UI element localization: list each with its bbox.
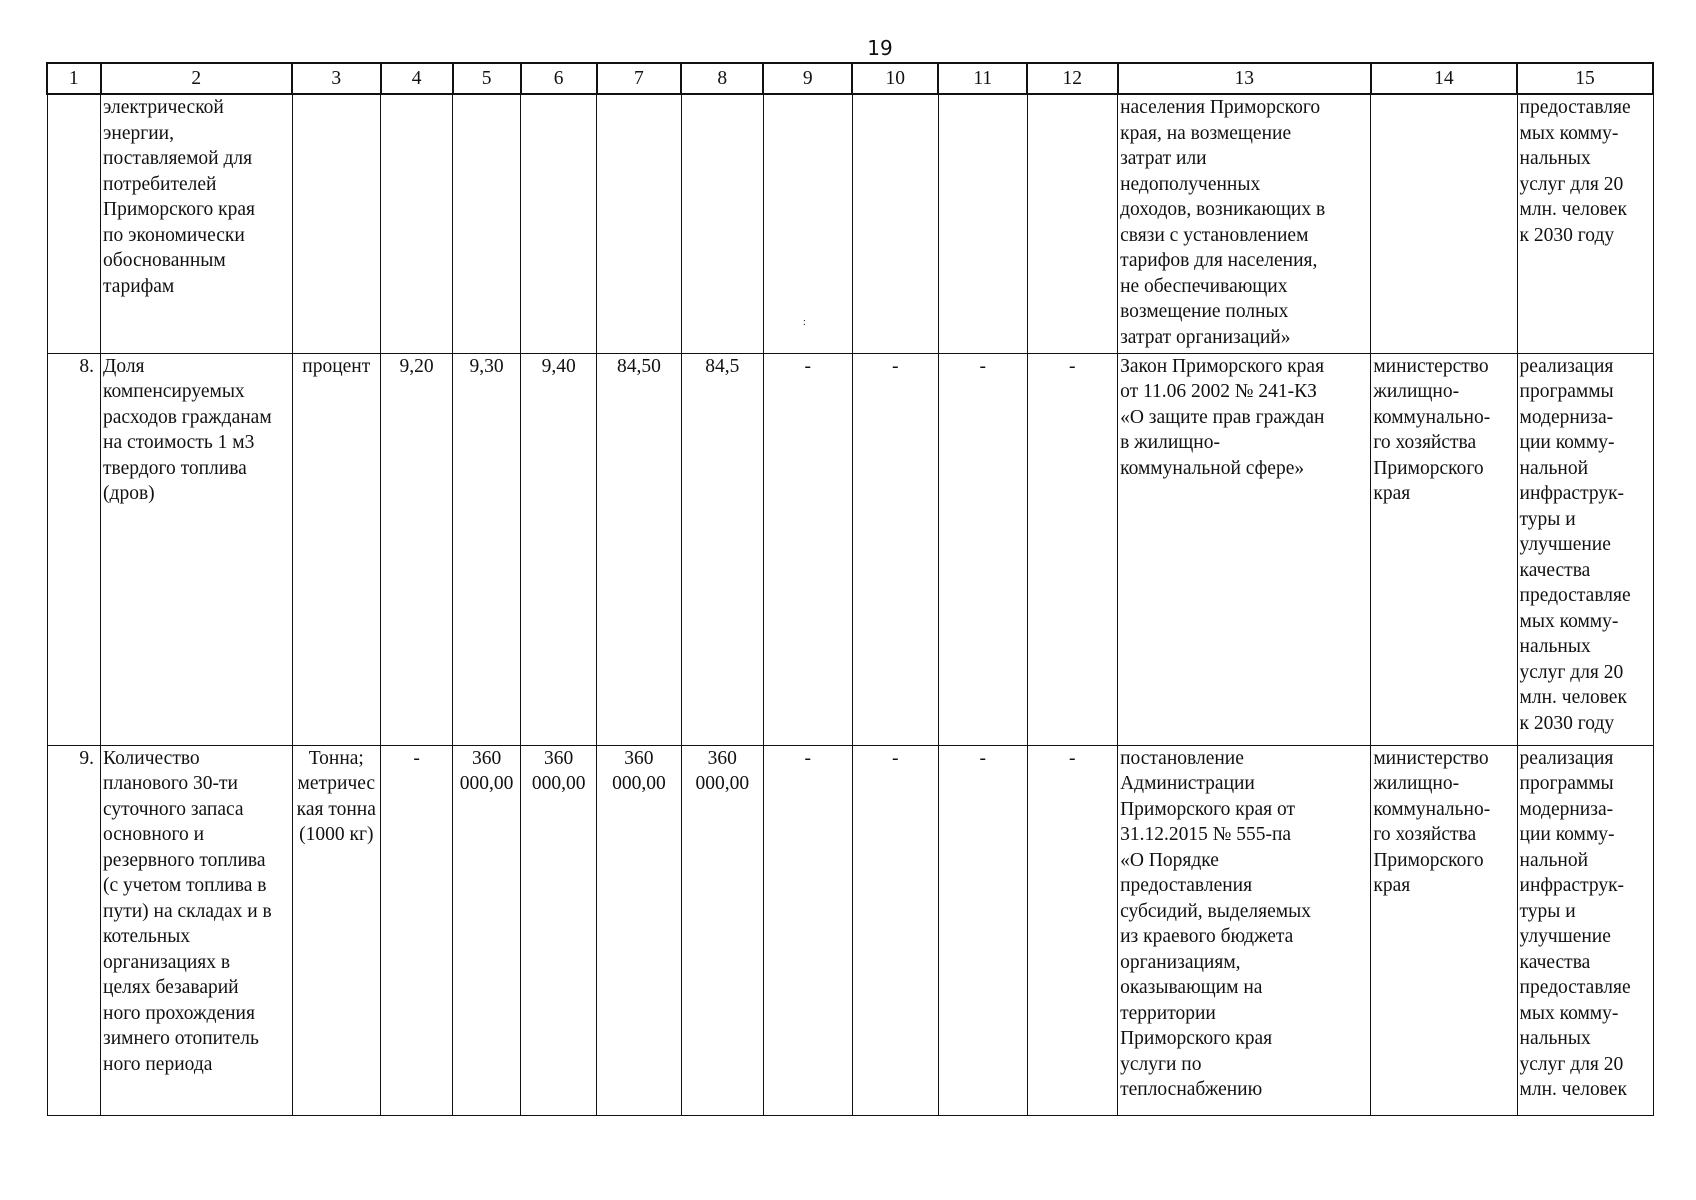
value-col-8: 360 000,00 xyxy=(681,745,763,1115)
value-col-12 xyxy=(1027,94,1118,353)
indicator-name: электрической энергии, поставляемой для потребителей Приморского края по экономически обоснованным тарифам xyxy=(101,94,292,353)
value-col-7: 360 000,00 xyxy=(597,745,681,1115)
value-col-9: - xyxy=(763,353,852,745)
column-number: 12 xyxy=(1027,63,1118,94)
scan-speck: : xyxy=(803,317,806,328)
value-col-7: 84,50 xyxy=(597,353,681,745)
value-col-5 xyxy=(453,94,521,353)
column-number: 10 xyxy=(852,63,938,94)
value-col-11: - xyxy=(938,353,1027,745)
value-col-11: - xyxy=(938,745,1027,1115)
legal-basis: постановление Администрации Приморского края от 31.12.2015 № 555-па «О Порядке предоставления субсидий, выделяемых из краевого бюджета организациям, оказывающим на территории Приморского края услуги по теплоснабжению xyxy=(1118,745,1371,1115)
column-number: 4 xyxy=(381,63,453,94)
value-col-6 xyxy=(521,94,597,353)
value-col-4: 9,20 xyxy=(381,353,453,745)
value-col-12: - xyxy=(1027,745,1118,1115)
value-col-5: 9,30 xyxy=(453,353,521,745)
value-col-10: - xyxy=(852,745,938,1115)
indicator-name: Доля компенсируемых расходов гражданам на стоимость 1 м3 твердого топлива (дров) xyxy=(101,353,292,745)
program-link: реализация программы модерниза- ции комму- нальной инфраструк- туры и улучшение качества предоставляе мых комму- нальных услуг для 20 млн. человек xyxy=(1517,745,1653,1115)
legal-basis: Закон Приморского края от 11.06 2002 № 241-КЗ «О защите прав граждан в жилищно- коммунальной сфере» xyxy=(1118,353,1371,745)
column-number: 11 xyxy=(938,63,1027,94)
table-row xyxy=(47,94,1653,353)
value-col-9 xyxy=(763,94,852,353)
value-col-12: - xyxy=(1027,353,1118,745)
column-number: 15 xyxy=(1517,63,1653,94)
row-number: 9. xyxy=(47,745,101,1115)
unit xyxy=(292,94,381,353)
column-number: 8 xyxy=(681,63,763,94)
unit: процент xyxy=(292,353,381,745)
value-col-4 xyxy=(381,94,453,353)
indicators-table xyxy=(46,62,1654,1116)
value-col-9: - xyxy=(763,745,852,1115)
column-number: 9 xyxy=(763,63,852,94)
column-number: 3 xyxy=(292,63,381,94)
table-row xyxy=(47,353,1653,745)
value-col-10: - xyxy=(852,353,938,745)
value-col-5: 360 000,00 xyxy=(453,745,521,1115)
column-number: 14 xyxy=(1371,63,1517,94)
value-col-10 xyxy=(852,94,938,353)
value-col-6: 360 000,00 xyxy=(521,745,597,1115)
responsible-body: министерство жилищно- коммунально- го хозяйства Приморского края xyxy=(1371,745,1517,1115)
row-number: 8. xyxy=(47,353,101,745)
row-number xyxy=(47,94,101,353)
program-link: реализация программы модерниза- ции комму- нальной инфраструк- туры и улучшение качества предоставляе мых комму- нальных услуг для 20 млн. человек к 2030 году xyxy=(1517,353,1653,745)
column-number: 1 xyxy=(47,63,101,94)
legal-basis: населения Приморского края, на возмещение затрат или недополученных доходов, возникающих в связи с установлением тарифов для населения, не обеспечивающих возмещение полных затрат организаций» xyxy=(1118,94,1371,353)
value-col-6: 9,40 xyxy=(521,353,597,745)
column-number: 2 xyxy=(101,63,292,94)
column-number: 6 xyxy=(521,63,597,94)
value-col-4: - xyxy=(381,745,453,1115)
column-number: 13 xyxy=(1118,63,1371,94)
value-col-7 xyxy=(597,94,681,353)
value-col-8 xyxy=(681,94,763,353)
column-number-row xyxy=(47,63,1653,94)
program-link: предоставляе мых комму- нальных услуг для 20 млн. человек к 2030 году xyxy=(1517,94,1653,353)
responsible-body: министерство жилищно- коммунально- го хозяйства Приморского края xyxy=(1371,353,1517,745)
unit: Тонна; метричес кая тонна (1000 кг) xyxy=(292,745,381,1115)
indicator-name: Количество планового 30-ти суточного запаса основного и резервного топлива (с учетом топлива в пути) на складах и в котельных организациях в целях безаварий ного прохождения зимнего отопитель ного периода xyxy=(101,745,292,1115)
responsible-body xyxy=(1371,94,1517,353)
page-number: 19 xyxy=(867,36,893,60)
column-number: 7 xyxy=(597,63,681,94)
value-col-11 xyxy=(938,94,1027,353)
column-number: 5 xyxy=(453,63,521,94)
value-col-8: 84,5 xyxy=(681,353,763,745)
table-row xyxy=(47,745,1653,1115)
